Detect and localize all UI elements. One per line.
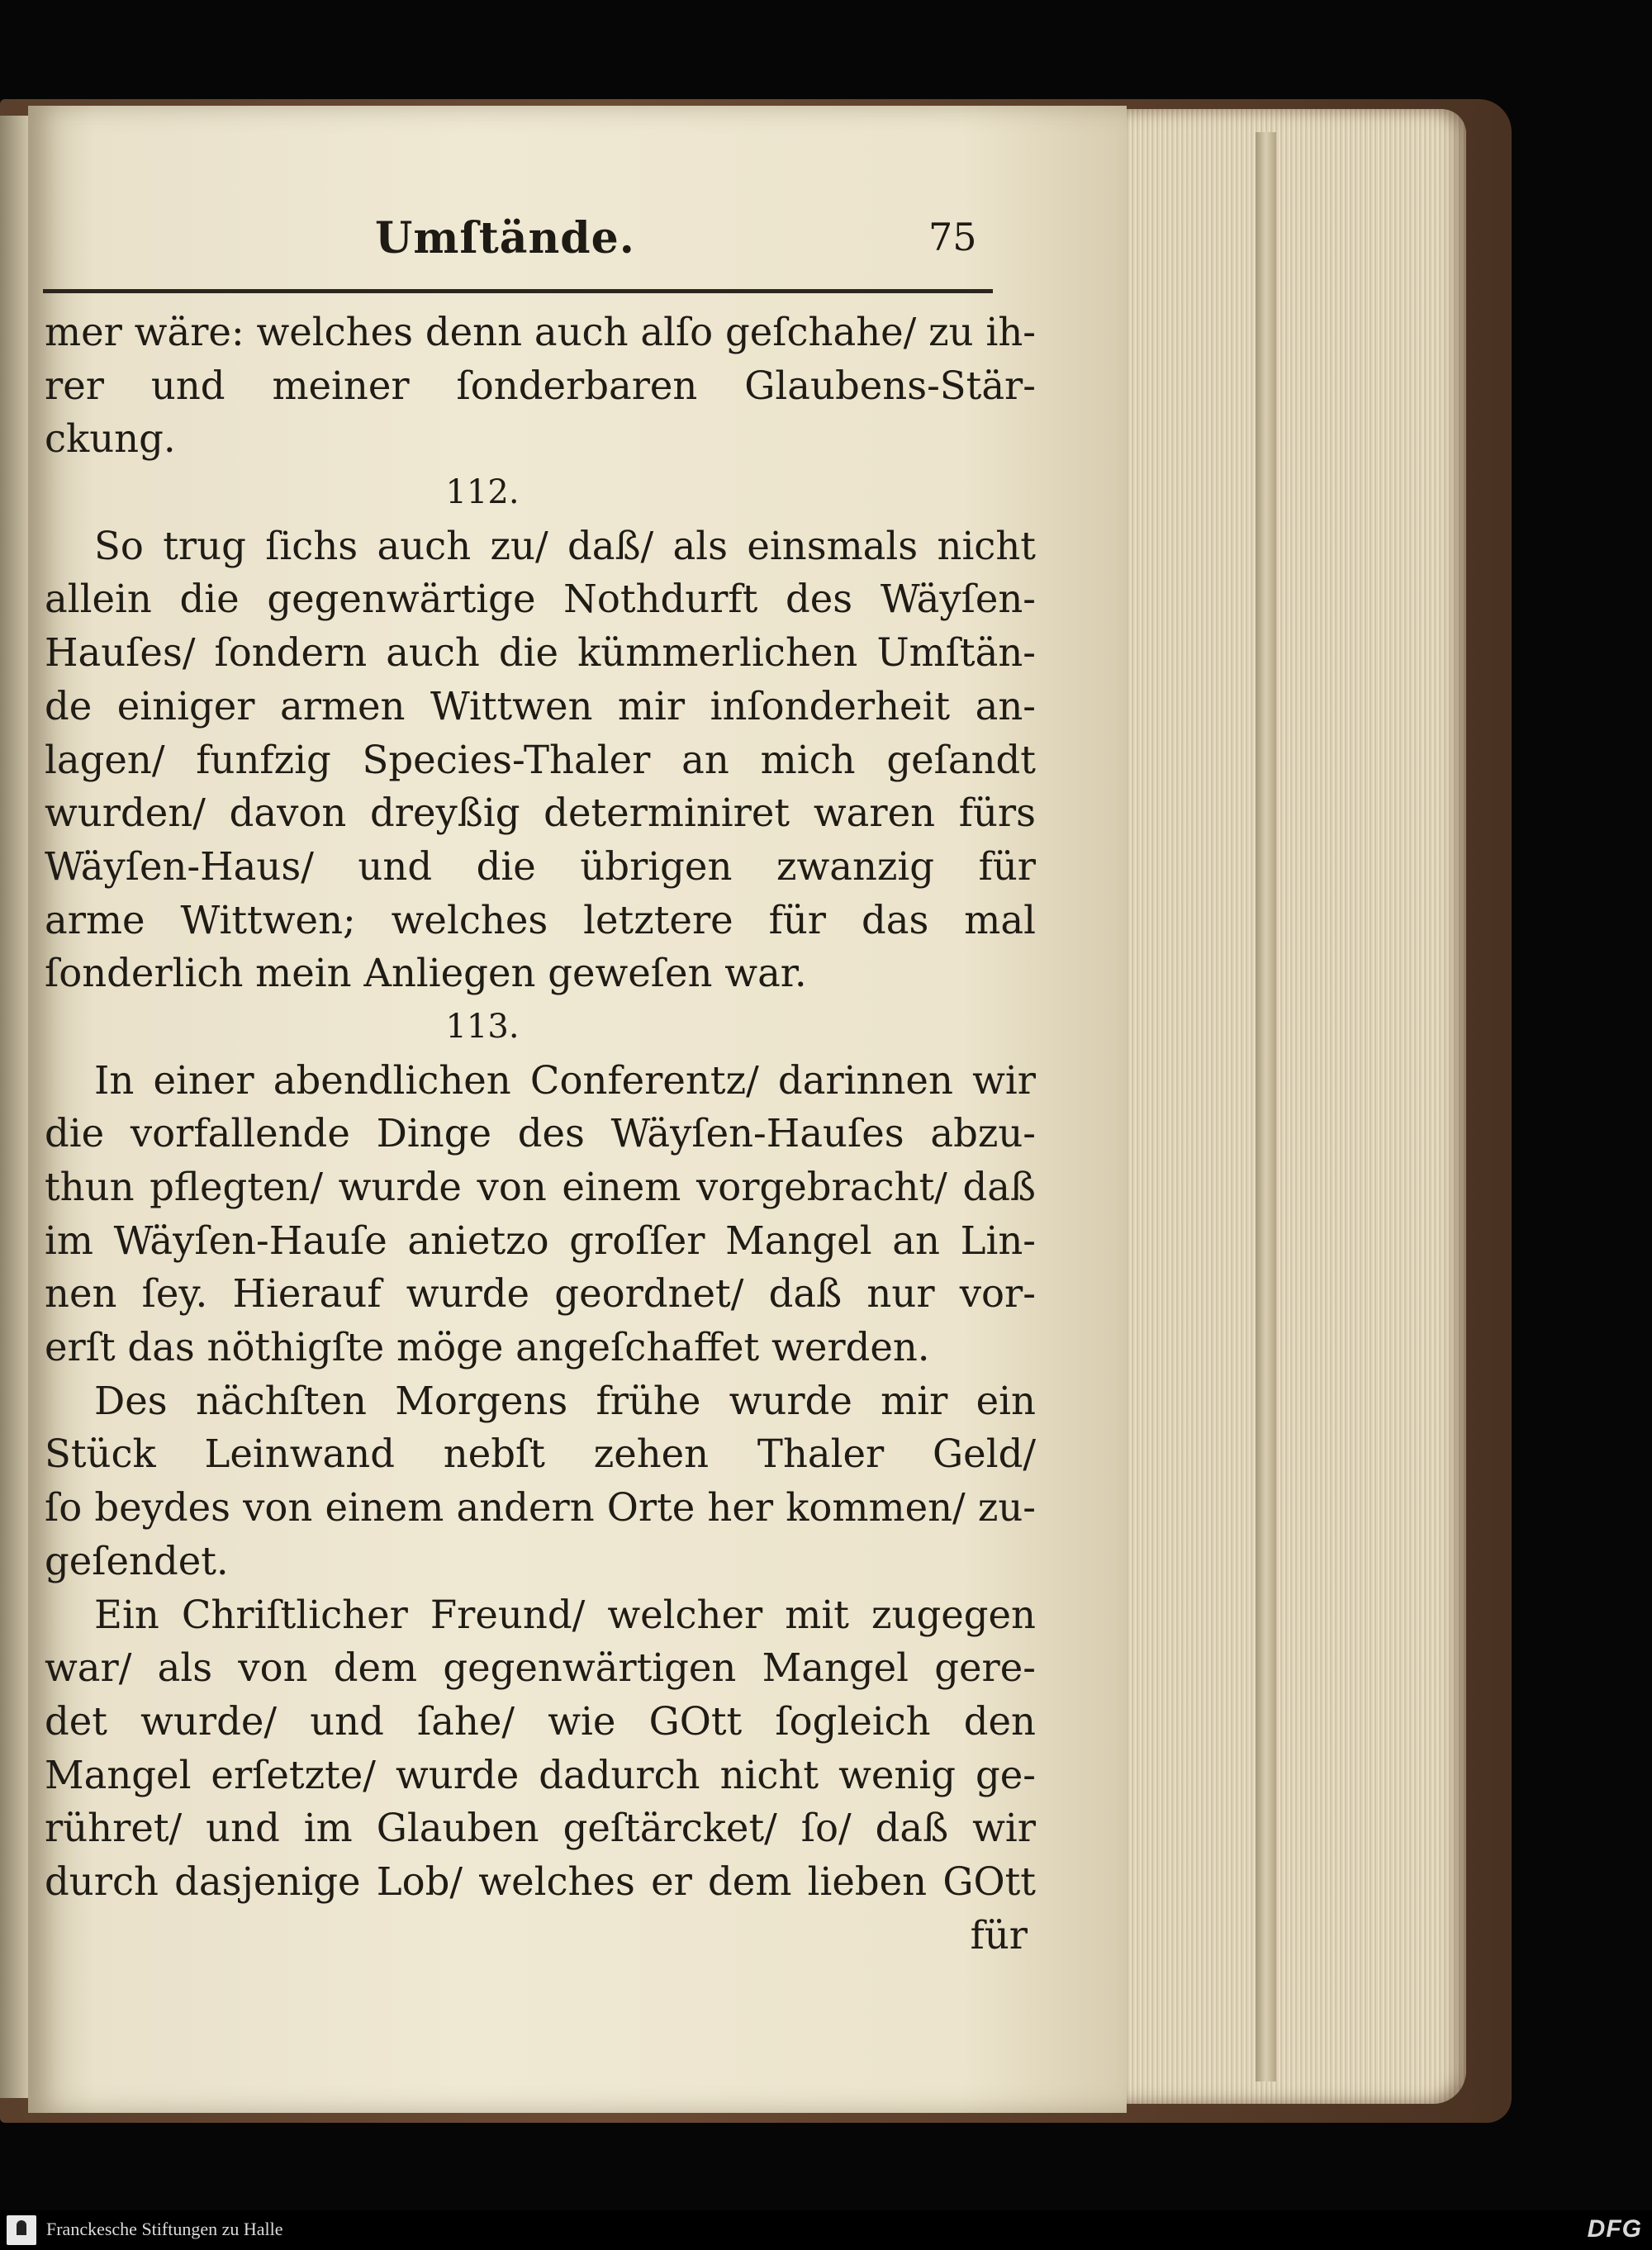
- text-line: im Wäyſen-Hauſe anietzo groſſer Mangel an Lin-: [45, 1218, 1036, 1263]
- text-line: det wurde/ und ſahe/ wie GOtt ſogleich den: [45, 1698, 1036, 1744]
- text-line: Hauſes/ ſondern auch die kümmerlichen Umſtän-: [45, 630, 1036, 676]
- section-number: 112.: [445, 473, 520, 512]
- text-line: thun pflegten/ wurde von einem vorgebracht/ daß: [45, 1165, 1036, 1209]
- text-line: So trug ſichs auch zu/ daß/ als einsmals nicht: [94, 523, 1036, 568]
- body-text: [45, 306, 1036, 1962]
- book-page: [28, 106, 1127, 2113]
- header-rule: [43, 289, 993, 293]
- text-line: ſo beydes von einem andern Orte her kommen/ zu-: [45, 1485, 1036, 1531]
- text-line: Wäyſen-Haus/ und die übrigen zwanzig für: [45, 843, 1036, 889]
- text-line: wurden/ davon dreyßig determiniret waren fürs: [45, 790, 1036, 836]
- text-line: lagen/ funfzig Species-Thaler an mich geſandt: [45, 737, 1036, 782]
- text-line: arme Wittwen; welches letztere für das mal: [45, 897, 1036, 942]
- running-title: Umſtände.: [375, 213, 635, 263]
- text-line: nen ſey. Hierauf wurde geordnet/ daß nur vor-: [45, 1271, 1036, 1317]
- left-page-edge: [0, 116, 31, 2098]
- text-line: mer wäre: welches denn auch alſo geſchahe/ zu ih-: [45, 310, 1036, 354]
- page-block: [1119, 109, 1466, 2104]
- text-line: In einer abendlichen Conferentz/ darinnen wir: [94, 1057, 1036, 1103]
- institution-name: Franckesche Stiftungen zu Halle: [46, 2219, 283, 2239]
- institution-logo-icon: [7, 2215, 36, 2245]
- text-line: rer und meiner ſonderbaren Glaubens-Stär-: [45, 363, 1036, 408]
- text-line: Des nächſten Morgens frühe wurde mir ein: [94, 1378, 1036, 1423]
- dfg-logo: DFG: [1587, 2215, 1642, 2243]
- text-line: die vorfallende Dinge des Wäyſen-Hauſes abzu-: [45, 1111, 1036, 1156]
- text-line: geſendet.: [45, 1538, 229, 1583]
- page-number: 75: [928, 215, 977, 259]
- text-line: rühret/ und im Glauben geſtärcket/ ſo/ daß wir: [45, 1806, 1036, 1851]
- text-line: ckung.: [45, 416, 176, 462]
- text-line: Ein Chriſtlicher Freund/ welcher mit zugegen: [94, 1592, 1036, 1637]
- text-line: allein die gegenwärtige Nothdurft des Wäyſen-: [45, 577, 1036, 622]
- text-line: Stück Leinwand nebſt zehen Thaler Geld/: [45, 1431, 1036, 1477]
- text-line: ſonderlich mein Anliegen geweſen war.: [45, 951, 807, 996]
- text-line: war/ als von dem gegenwärtigen Mangel gere-: [45, 1645, 1036, 1691]
- page-edge: [1256, 132, 1276, 2081]
- footer-bar: [0, 2210, 1652, 2250]
- text-line: de einiger armen Wittwen mir inſonderheit an-: [45, 683, 1036, 729]
- catchword: für: [970, 1912, 1028, 1958]
- text-line: erſt das nöthigſte möge angeſchaffet werden.: [45, 1325, 930, 1370]
- text-line: durch dasjenige Lob/ welches er dem lieben GOtt: [45, 1858, 1036, 1904]
- section-number: 113.: [445, 1007, 520, 1046]
- text-line: Mangel erſetzte/ wurde dadurch nicht wenig ge-: [45, 1752, 1036, 1797]
